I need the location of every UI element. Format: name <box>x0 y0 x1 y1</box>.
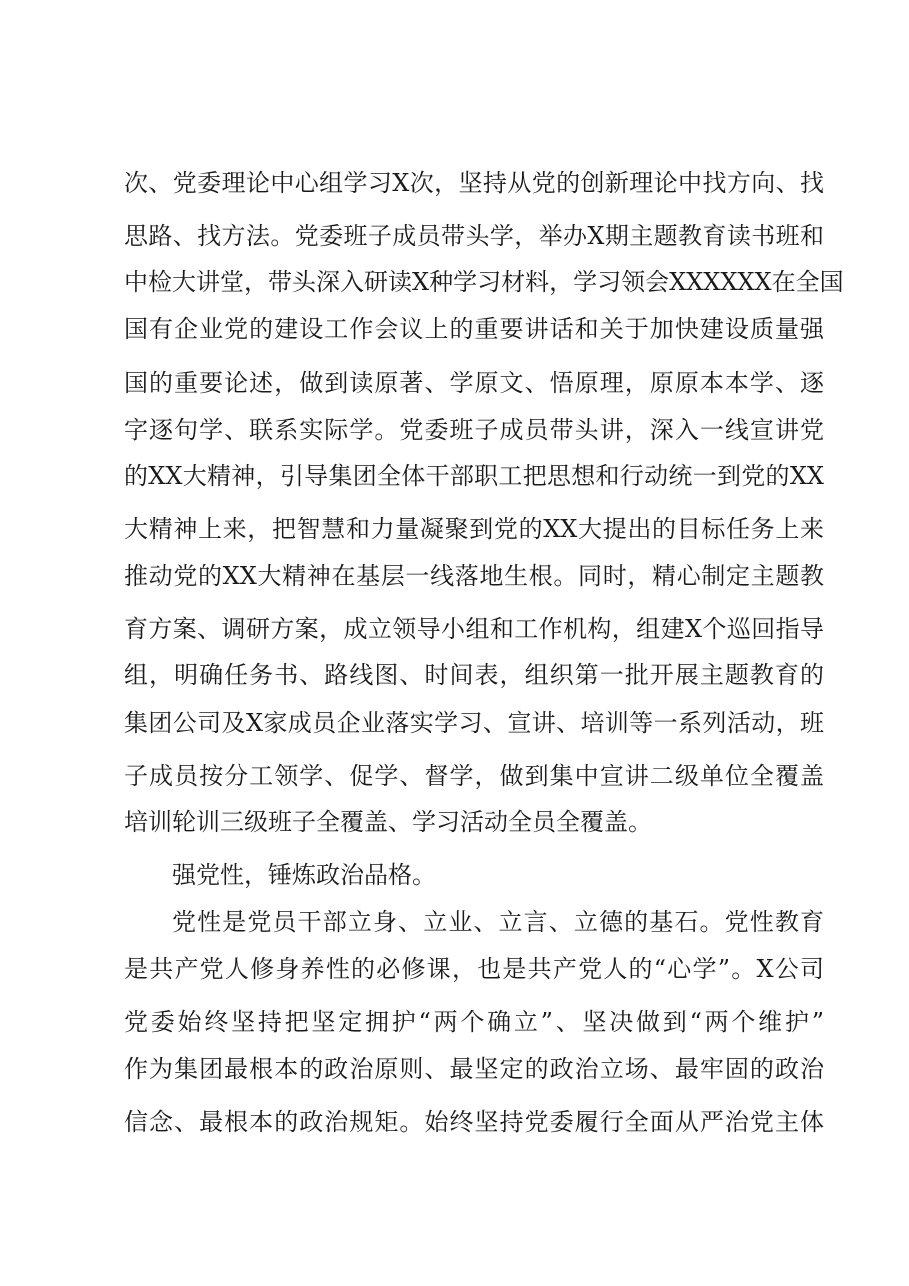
body-text-line: 党委始终坚持把坚定拥护“两个确立”、坚决做到“两个维护” <box>124 1008 824 1036</box>
body-text-line: 国有企业党的建设工作会议上的重要讲话和关于加快建设质量强 <box>124 315 824 343</box>
body-text-line: 集团公司及X家成员企业落实学习、宣讲、培训等一系列活动，班 <box>124 709 824 737</box>
body-text-line: 中检大讲堂，带头深入研读X种学习材料，学习领会XXXXXX在全国 <box>124 268 844 296</box>
section-heading: 强党性，锤炼政治品格。 <box>172 861 436 889</box>
body-text-line: 组，明确任务书、路线图、时间表，组织第一批开展主题教育的 <box>124 661 824 689</box>
body-text-line: 育方案、调研方案，成立领导小组和工作机构，组建X个巡回指导 <box>124 615 824 643</box>
body-text-line: 子成员按分工领学、促学、督学，做到集中宣讲二级单位全覆盖 <box>124 762 824 790</box>
body-text-line: 大精神上来，把智慧和力量凝聚到党的XX大提出的目标任务上来 <box>124 515 824 543</box>
body-text-line: 思路、找方法。党委班子成员带头学，举办X期主题教育读书班和 <box>124 222 824 250</box>
body-text-line: 作为集团最根本的政治原则、最坚定的政治立场、最牢固的政治 <box>124 1055 824 1083</box>
paragraph-first-line: 党性是党员干部立身、立业、立言、立德的基石。党性教育 <box>172 908 824 936</box>
body-text-line: 信念、最根本的政治规矩。始终坚持党委履行全面从严治党主体 <box>124 1108 824 1136</box>
body-text-line: 是共产党人修身养性的必修课，也是共产党人的“心学”。X公司 <box>124 955 824 983</box>
body-text-line: 的XX大精神，引导集团全体干部职工把思想和行动统一到党的XX <box>124 462 824 490</box>
body-text-line: 国的重要论述，做到读原著、学原文、悟原理，原原本本学、逐 <box>124 369 824 397</box>
body-text-line: 培训轮训三级班子全覆盖、学习活动全员全覆盖。 <box>124 808 652 836</box>
body-text-line: 次、党委理论中心组学习X次，坚持从党的创新理论中找方向、找 <box>124 169 824 197</box>
body-text-line: 字逐句学、联系实际学。党委班子成员带头讲，深入一线宣讲党 <box>124 416 824 444</box>
body-text-line: 推动党的XX大精神在基层一线落地生根。同时，精心制定主题教 <box>124 562 824 590</box>
